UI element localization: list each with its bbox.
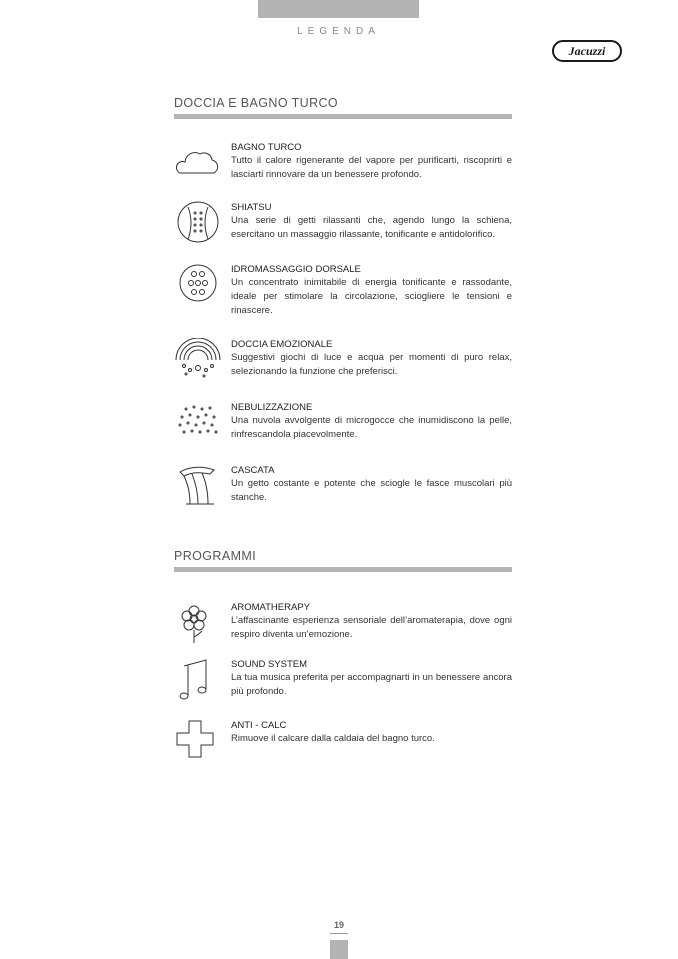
music-note-icon — [174, 658, 222, 702]
item-title: CASCATA — [231, 465, 275, 476]
item-title: SHIATSU — [231, 202, 272, 213]
item-desc: Rimuove il calcare dalla caldaia del bagno turco. — [231, 733, 435, 744]
cloud-icon — [174, 141, 222, 185]
flower-icon — [174, 601, 222, 645]
item-desc: L’affascinante esperienza sensoriale dell’aromaterapia, dove ogni respiro diventa un’emozione. — [231, 615, 512, 640]
mist-icon — [174, 401, 222, 445]
item-desc: La tua musica preferita per accompagnarti in un benessere ancora più profondo. — [231, 672, 512, 697]
item-title: IDROMASSAGGIO DORSALE — [231, 264, 361, 275]
item-desc: Suggestivi giochi di luce e acqua per momenti di puro relax, selezionando la funzione che preferisci. — [231, 352, 512, 377]
item-desc: Un getto costante e potente che sciogle le fasce muscolari più stanche. — [231, 478, 512, 503]
item-title: NEBULIZZAZIONE — [231, 402, 313, 413]
jets-icon — [174, 263, 222, 307]
section-rule — [174, 567, 512, 572]
section-rule — [174, 114, 512, 119]
rainbow-shower-icon — [174, 338, 222, 382]
item-desc: Un concentrato inimitabile di energia tonificante e rassodante, ideale per stimolare la circolazione, sciogliere le tensioni e rinascere. — [231, 277, 512, 316]
item-desc: Una nuvola avvolgente di microgocce che inumidiscono la pelle, rinfrescandola piacevolmente. — [231, 415, 512, 440]
section-title-doccia: DOCCIA E BAGNO TURCO — [174, 96, 339, 110]
item-desc: Una serie di getti rilassanti che, agendo lungo la schiena, esercitano un massaggio rilassante, tonificante e antidolorifico. — [231, 215, 512, 240]
footer-tab — [330, 940, 348, 959]
item-title: DOCCIA EMOZIONALE — [231, 339, 333, 350]
item-title: ANTI - CALC — [231, 720, 287, 731]
page-number: 19 — [333, 920, 344, 930]
page-number-rule — [330, 933, 348, 934]
item-desc: Tutto il calore rigenerante del vapore per purificarti, riscoprirti e lasciarti rinnovare da un benessere profondo. — [231, 155, 512, 180]
item-title: BAGNO TURCO — [231, 142, 302, 153]
shiatsu-icon — [174, 201, 222, 245]
header-label: LEGENDA — [297, 26, 380, 37]
waterfall-icon — [174, 464, 222, 508]
jacuzzi-logo: Jacuzzi — [552, 40, 622, 62]
header-tab — [258, 0, 419, 18]
item-title: AROMATHERAPY — [231, 602, 311, 613]
item-title: SOUND SYSTEM — [231, 659, 308, 670]
cross-icon — [174, 719, 222, 763]
section-title-programmi: PROGRAMMI — [174, 549, 257, 563]
